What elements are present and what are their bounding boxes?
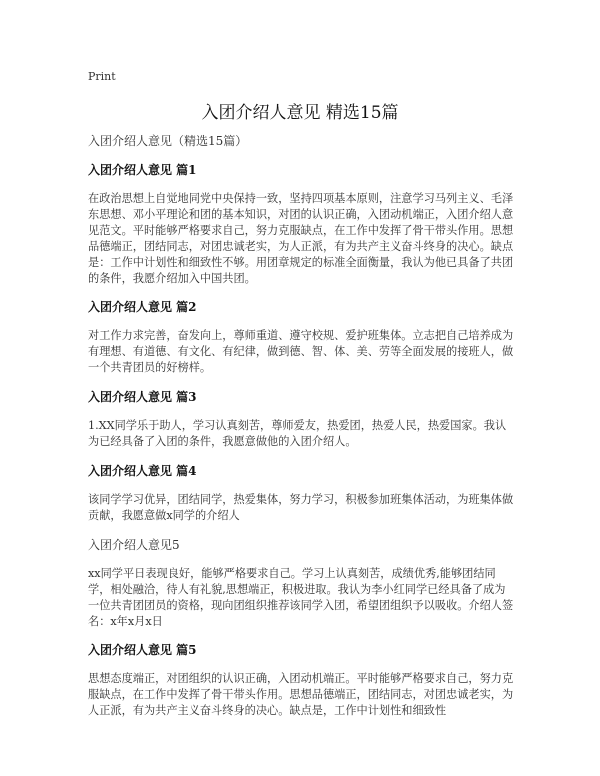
section-body-3: 1.XX同学乐于助人，学习认真刻苦，尊师爱友，热爱团，热爱人民，热爱国家。我认为已经具备了入团的条件，我愿意做他的入团介绍人。 xyxy=(88,419,507,449)
section-heading-5: 入团介绍人意见 篇5 xyxy=(88,643,197,658)
section-heading-5-plain: 入团介绍人意见5 xyxy=(88,537,180,552)
document-body xyxy=(88,162,516,732)
section-heading-3: 入团介绍人意见 篇3 xyxy=(88,390,197,405)
section-body-5: 思想态度端正，对团组织的认识正确，入团动机端正。平时能够严格要求自己，努力克服缺点，在工作中发挥了骨干带头作用。思想品德端正，团结同志，对团忠诚老实，为人正派，有为共产主义奋斗终身的决心。缺点是，工作中计划性和细致性 xyxy=(88,672,514,718)
page-title: 入团介绍人意见 精选15篇 xyxy=(201,103,399,123)
section-heading-1: 入团介绍人意见 篇1 xyxy=(88,163,197,177)
print-label[interactable]: Print xyxy=(88,70,116,83)
section-body-1: 在政治思想上自觉地同党中央保持一致，坚持四项基本原则，注意学习马列主义、毛泽东思想、邓小平理论和团的基本知识，对团的认识正确，入团动机端正，入团介绍人意见范文。平时能够严格要求自己，努力克服缺点，在工作中发挥了骨干带头作用。思想品德端正，团结同志，对团忠诚老实，为人正派，有为共产主义奋斗终身的决心。缺点是：工作中计划性和细致性不够。用团章规定的标准全面衡量，我认为他已具备了共团的条件，我愿介绍加入中国共团。 xyxy=(88,192,514,285)
section-body-5-plain: xx同学平日表现良好，能够严格要求自己。学习上认真刻苦，成绩优秀,能够团结同学，相处融洽，待人有礼貌,思想端正，积极进取。我认为李小红同学已经具备了成为一位共青团团员的资格，现向团组织推荐该同学入团，希望团组织予以吸收。介绍人签名：x年x月x日 xyxy=(88,566,514,628)
document-subtitle: 入团介绍人意见（精选15篇） xyxy=(88,134,248,148)
section-body-4: 该同学学习优异，团结同学，热爱集体，努力学习，积极参加班集体活动，为班集体做贡献，我愿意做x同学的介绍人 xyxy=(88,492,514,522)
section-heading-4: 入团介绍人意见 篇4 xyxy=(88,463,197,478)
section-heading-2: 入团介绍人意见 篇2 xyxy=(88,300,197,315)
section-body-2: 对工作力求完善，奋发向上，尊师重道、遵守校规、爱护班集体。立志把自己培养成为有理想、有道德、有文化、有纪律，做到德、智、体、美、劳等全面发展的接班人，做一个共青团员的好榜样。 xyxy=(88,329,514,375)
